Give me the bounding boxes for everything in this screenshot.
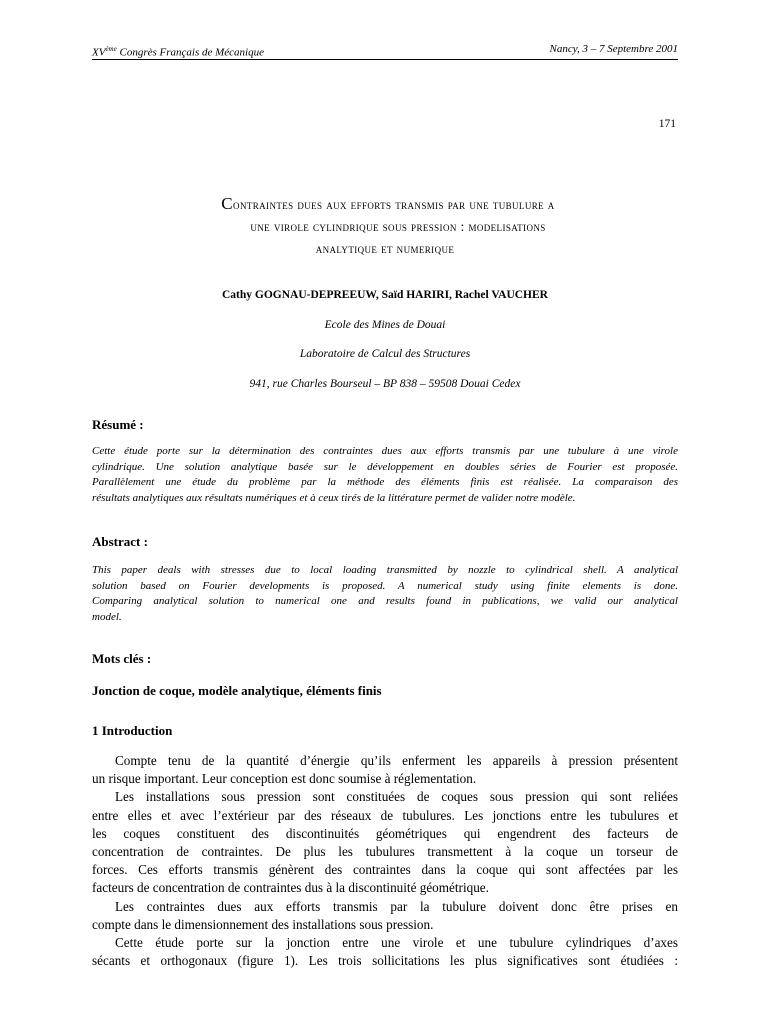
affiliation-lab: Laboratoire de Calcul des Structures [299,348,471,360]
paper-title [92,193,678,260]
abstract-line: This paper deals with stresses due to local loading transmitted by nozzle to cylindrical shell. A analytical [92,564,678,576]
keywords-heading: Mots clés : [92,651,152,666]
paragraph-line: entre elles et avec l’extérieur par des réseaux de tubulures. Les jonctions entre les tubulures et [92,807,678,823]
resume-line: Parallèlement une étude du problème par la méthode des éléments finis est réalisée. La comparaison des [92,476,678,488]
paragraph-line: Les installations sous pression sont constituées de coques sous pression qui sont reliées [115,789,678,805]
paragraph-line: Cette étude porte sur la jonction entre une virole et une tubulure cylindriques d’axes [115,935,678,951]
location-date: Nancy, 3 – 7 Septembre 2001 [549,43,678,55]
page-number: 171 [658,118,676,130]
title-line-2: une virole cylindrique sous pression : modelisations [250,219,546,234]
paragraph-line: forces. Ces efforts transmis génèrent des contraintes dans la coque qui sont affectées par les [92,862,678,878]
abstract-text [92,563,678,625]
authors: Cathy GOGNAU-DEPREEUW, Saïd HARIRI, Rachel VAUCHER [222,289,548,301]
resume-text [92,444,678,506]
keywords-text: Jonction de coque, modèle analytique, éléments finis [92,683,382,698]
abstract-line: Comparing analytical solution to numerical one and results found in publications, we valid our analytical [92,595,678,607]
resume-heading: Résumé : [92,417,144,432]
paragraph-line: sécants et orthogonaux (figure 1). Les trois sollicitations les plus significatives sont étudiées : [92,953,678,969]
paragraph-line: concentration de contraintes. De plus les tubulures transmettent à la coque un torseur de [92,844,678,860]
paragraph-line: Compte tenu de la quantité d’énergie qu’ils enferment les appareils à pression présentent [115,753,678,768]
resume-line: cylindrique. Une solution analytique basée sur le développement en doubles séries de Fourier est proposée. [92,460,678,473]
abstract-line: solution based on Fourier developments is proposed. A numerical study using finite elements is done. [92,579,678,592]
title-line-1: Contraintes dues aux efforts transmis par une tubulure a [221,194,555,213]
conference-name: XVème Congrès Français de Mécanique [92,45,264,59]
affiliation-school: Ecole des Mines de Douai [324,319,446,331]
header-rule [92,59,678,60]
abstract-heading: Abstract : [92,534,148,549]
title-line-3: analytique et numerique [315,241,455,256]
running-header [92,43,678,60]
affiliation-address: 941, rue Charles Bourseul – BP 838 – 59508 Douai Cedex [249,378,521,390]
paragraph-line: facteurs de concentration de contraintes dus à la discontinuité géométrique. [92,880,489,896]
paragraph-line: les coques constituent des discontinuités géométriques qui engendrent des facteurs de [92,825,678,841]
resume-line: résultats analytiques aux résultats numériques et à ceux tirés de la littérature permet de valider notre modèle. [92,491,576,504]
paragraph-line: Les contraintes dues aux efforts transmis par la tubulure doivent donc être prises en [115,898,678,914]
abstract-line: model. [92,610,122,623]
introduction-heading: 1 Introduction [92,723,173,738]
paragraph-line: compte dans le dimensionnement des installations sous pression. [92,916,434,932]
introduction-text [92,752,678,970]
resume-line: Cette étude porte sur la détermination des contraintes dues aux efforts transmis par une tubulure à une virole [92,445,678,457]
paragraph-line: un risque important. Leur conception est donc soumise à réglementation. [92,771,477,787]
